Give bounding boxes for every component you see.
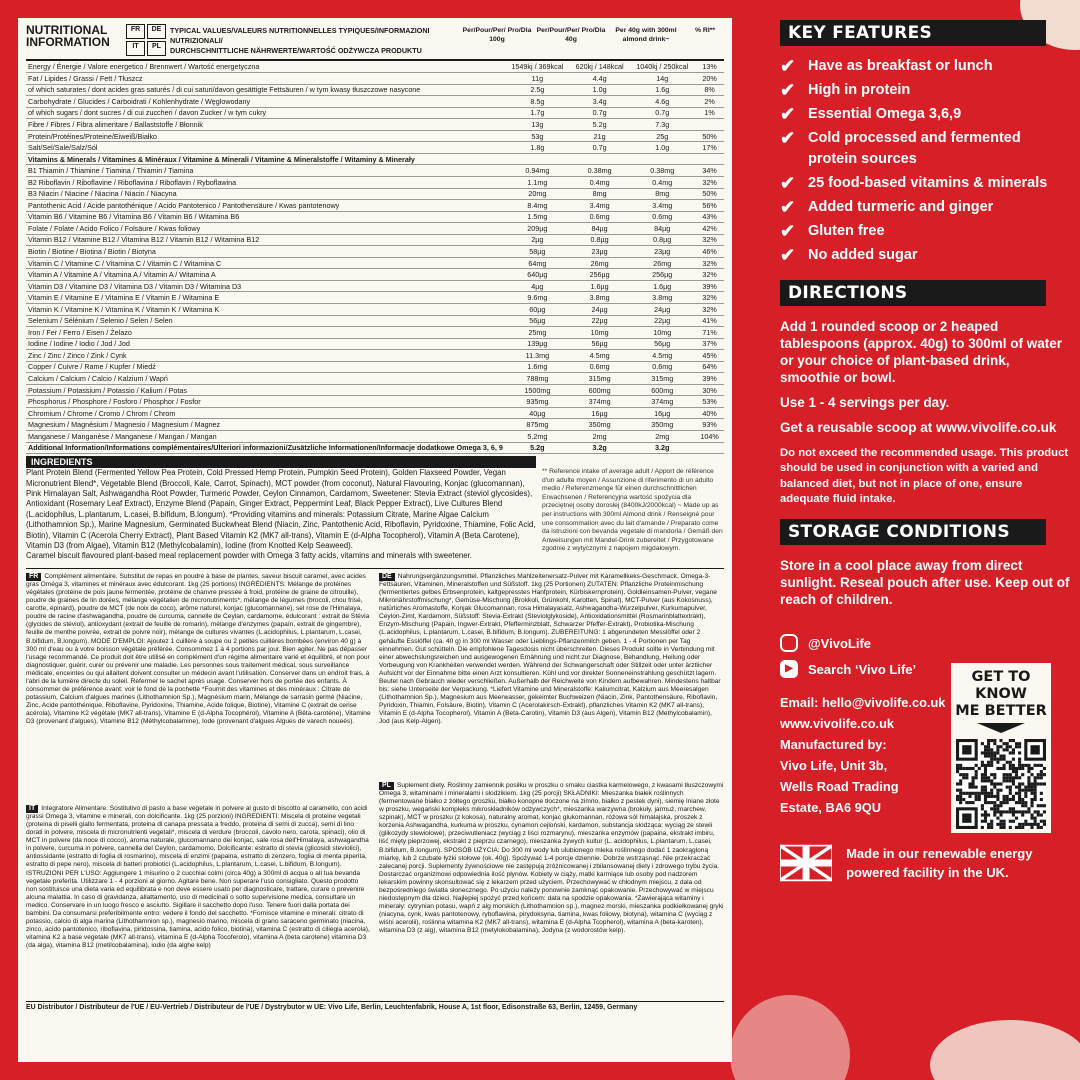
storage-heading: STORAGE CONDITIONS bbox=[780, 519, 1046, 545]
address-line: Estate, BA6 9QU bbox=[780, 800, 881, 816]
col-header-with-drink: Per 40g with 300ml almond drink~ bbox=[615, 27, 677, 43]
nutrition-cell-v2: 0.38mg bbox=[570, 165, 629, 177]
nutrition-cell-v2: 620kj / 148kcal bbox=[570, 61, 629, 73]
german-block bbox=[379, 573, 724, 778]
nutrition-row bbox=[26, 73, 724, 85]
nutrition-row bbox=[26, 350, 724, 362]
nutrition-cell-v1: 25mg bbox=[505, 327, 570, 339]
nutrition-cell-v3: 0.38mg bbox=[629, 165, 695, 177]
nutrition-cell-ri: 41% bbox=[695, 315, 724, 327]
nutrition-cell-v2: 600mg bbox=[570, 384, 629, 396]
nutrition-cell-name: Iron / Fer / Ferro / Eisen / Żelazo bbox=[26, 327, 505, 339]
nutrition-cell-v2: 315mg bbox=[570, 373, 629, 385]
check-icon: ✔ bbox=[780, 56, 796, 76]
nutrition-cell-v1: 0.94mg bbox=[505, 165, 570, 177]
nutrition-cell-ri: 104% bbox=[695, 431, 724, 443]
nutrition-row bbox=[26, 431, 724, 443]
nutrition-cell-ri: 32% bbox=[695, 303, 724, 315]
nutrition-cell-v1: 40µg bbox=[505, 407, 570, 419]
address-line: Wells Road Trading bbox=[780, 779, 899, 795]
nutrition-cell-v2: 26mg bbox=[570, 257, 629, 269]
nutrition-row bbox=[26, 419, 724, 431]
nutrition-cell-v1: 53g bbox=[505, 130, 570, 142]
nutrition-cell-v3: 315mg bbox=[629, 373, 695, 385]
directions-step: Add 1 rounded scoop or 2 heaped tablespoons (approx. 40g) to 300ml of water or your choice of plant-based drink, smoothie or bowl. bbox=[780, 319, 1063, 385]
nutrition-cell-v3: 14g bbox=[629, 73, 695, 85]
nutrition-cell-v2: 3.8mg bbox=[570, 292, 629, 304]
nutrition-cell-name: Copper / Cuivre / Rame / Kupfer / Miedź bbox=[26, 361, 505, 373]
nutrition-cell-v3: 0.8µg bbox=[629, 234, 695, 246]
nutrition-cell-name: Phosphorus / Phosphore / Fosforo / Phosphor / Fosfor bbox=[26, 396, 505, 408]
gtk-line: ME BETTER bbox=[955, 703, 1047, 719]
nutrition-cell-v3: 600mg bbox=[629, 384, 695, 396]
instagram-link[interactable] bbox=[780, 634, 1070, 652]
nutrition-cell-ri: 45% bbox=[695, 350, 724, 362]
nutrition-cell-v2: 0.6mg bbox=[570, 361, 629, 373]
eu-distributor: EU Distributor / Distributeur de l'UE / EU-Vertrieb / Distributeur de l'UE / Dystrybutor w UE: Vivo Life, Berlin, Leuchtenfabrik, House A, 1st floor, Edisonstraße 63, Berlin, 12459, Germany bbox=[26, 1001, 724, 1011]
nutrition-row bbox=[26, 442, 724, 454]
nutrition-cell-v2: 0.6mg bbox=[570, 211, 629, 223]
nutrition-cell-name: Chromium / Chrome / Cromo / Chrom / Chrom bbox=[26, 407, 505, 419]
union-jack-icon bbox=[780, 836, 832, 890]
title-line: INFORMATION bbox=[26, 35, 110, 49]
nutrition-cell-ri: 17% bbox=[695, 142, 724, 154]
nutrition-cell-v2: 21g bbox=[570, 130, 629, 142]
nutrition-cell-v3: 1.0g bbox=[629, 142, 695, 154]
feature-label: Cold processed and fermented protein sources bbox=[808, 130, 1021, 167]
multilingual-left-column bbox=[26, 573, 371, 999]
nutrition-cell-name: Vitamins & Minerals / Vitamines & Minéraux / Vitamine & Minerali / Vitamine & Mineralstoffe / Witaminy & Minerały bbox=[26, 153, 505, 165]
nutrition-cell-v2: 0.4mg bbox=[570, 176, 629, 188]
nutrition-cell-v3 bbox=[629, 153, 695, 165]
feature-item bbox=[780, 245, 1070, 266]
product-description: Caramel biscuit flavoured plant-based meal replacement powder with Omega 3 fatty acids, vitamins and minerals with sweetener. bbox=[26, 551, 472, 561]
nutrition-cell-v3: 3.8mg bbox=[629, 292, 695, 304]
nutrition-cell-v3: 8mg bbox=[629, 188, 695, 200]
nutrition-cell-v1: 20mg bbox=[505, 188, 570, 200]
address-line: Vivo Life, Unit 3b, bbox=[780, 758, 888, 774]
nutrition-cell-v2: 350mg bbox=[570, 419, 629, 431]
flag-fr: FR bbox=[26, 573, 41, 581]
nutrition-cell-ri bbox=[695, 442, 724, 454]
nutrition-cell-v3: 4.5mg bbox=[629, 350, 695, 362]
nutrition-cell-v2: 0.8µg bbox=[570, 234, 629, 246]
subtitle-line: DURCHSCHNITTLICHE NÄHRWERTE/WARTOŚĆ ODŻYWCZA PRODUKTU bbox=[170, 46, 422, 55]
feature-item bbox=[780, 197, 1070, 218]
nutrition-row bbox=[26, 407, 724, 419]
nutrition-cell-name: Iodine / Iodine / Iodio / Jod / Jod bbox=[26, 338, 505, 350]
nutrition-cell-name: Selenium / Sélénium / Selenio / Selen / Selen bbox=[26, 315, 505, 327]
ingredients-section bbox=[26, 468, 724, 562]
nutrition-cell-v1: 139µg bbox=[505, 338, 570, 350]
nutrition-row bbox=[26, 396, 724, 408]
instagram-handle: @VivoLife bbox=[808, 635, 872, 651]
nutrition-row bbox=[26, 384, 724, 396]
feature-item bbox=[780, 80, 1070, 101]
nutrition-row bbox=[26, 211, 724, 223]
nutrition-cell-name: Fibre / Fibres / Fibra alimentare / Ballaststoffe / Błonnik bbox=[26, 119, 505, 131]
check-icon: ✔ bbox=[780, 128, 796, 148]
feature-item bbox=[780, 128, 1070, 170]
nutrition-cell-v1 bbox=[505, 153, 570, 165]
check-icon: ✔ bbox=[780, 197, 796, 217]
polish-text: Suplement diety. Roślinny zamiennik posiłku w proszku o smaku ciastka karmelowego, z kwasami tłuszczowymi Omega 3, witaminami i minerałami i słodzikiem. 1kg (25 porcji) SKŁADNIKI: Mieszanka białek roślinnych (fermentowane białko z żółtego groszku, białko konopne tłoczone na zimno, białko z pestek dyni), siemię lniane złote w proszku, wegański kompleks mikroskładników odżywczych*, mieszanka warzywna (brokuły, jarmuż, marchew, szpinak), MCT w proszku (z kokosa), naturalny aromat, konjac glukomannan, różowa sól himalajska, proszek z korzenia Ashwagandha, kurkuma w proszku, cynamon cejloński, kardamon, substancja słodząca: wyciąg ze stewii (glikozydy stewiolowe), przeciwutleniacz (wyciąg z liści rozmarynu), mieszanka enzymów (papaina, ekstrakt imbiru, liść mięty pieprzowej, ekstrakt z pieprzu czarnego), mieszanka żywych kultur (L. acidophilus, L.plantarum, L.casei, B.bifidum, B.longum). SPOSÓB UŻYCIA: Do 300 ml wody lub ulubionego mleka roślinnego dodać 1 zaokrągloną miarkę, lub 2 czubate łyżki stołowe (ok. 40g). Spożywać 1-4 porcje dziennie. Dobrze wstrząsnąć. Nie przekraczać zalecanej porcji. Suplementy żywnościowe nie zastępują zróżnicowanej i zbilansowanej diety i zdrowego trybu życia. Dostarczać organizmowi odpowiednia ilość płynów. Kobiety w ciąży, matki karmiące lub osoby pod nadzorem lekarskim powinny skonsultować się z lekarzem przed użyciem. Przechowywać w chłodnym miejscu, z dala od bezpośredniego światła słonecznego. Po użyciu należy ponownie zamknąć opakowanie. Przechowywać w miejscu niedostępnym dla dzieci. Najlepiej spożyć przed końcem: data na spodzie opakowania. *Zawierająca witaminy i minerały: cytrynian potasu, wapń z alg morskich (Lithothamnion sp.), magnez morski, mieszanka podkiełkowanej gryki (niacyna, cynk, kwas pantotenowy, ryboflawina, pirydoksyna, tiamina, kwas foliowy, biotyna), witamina C (wyciąg z wiśni acerolii), roślinna witamina K2 (MK7 all-trans), witamina E (d-Alpha Tcopherol), witamina A (beta-karoten), witamina D3 (z alg), witamina B12 (metylokobalamina), Jodyna (z wodorostów kelp). bbox=[379, 781, 724, 935]
nutrition-cell-v2: 374mg bbox=[570, 396, 629, 408]
nutrition-cell-ri: 42% bbox=[695, 223, 724, 235]
nutrition-cell-ri: 53% bbox=[695, 396, 724, 408]
nutrition-cell-v2: 3.2g bbox=[570, 442, 629, 454]
title-line: NUTRITIONAL bbox=[26, 23, 108, 37]
nutrition-cell-v3: 350mg bbox=[629, 419, 695, 431]
website-link[interactable]: www.vivolife.co.uk bbox=[780, 716, 895, 732]
nutrition-cell-name: Manganese / Manganèse / Manganese / Mangan / Mangan bbox=[26, 431, 505, 443]
check-icon: ✔ bbox=[780, 80, 796, 100]
flag-pl: PL bbox=[379, 782, 394, 790]
french-block bbox=[26, 573, 371, 801]
nutrition-cell-v3: 2mg bbox=[629, 431, 695, 443]
nutrition-cell-v3: 0.6mg bbox=[629, 361, 695, 373]
nutrition-cell-ri: 46% bbox=[695, 246, 724, 258]
nutrition-row bbox=[26, 200, 724, 212]
nutrition-cell-v1: 8.5g bbox=[505, 96, 570, 108]
nutrition-cell-v2: 3.4mg bbox=[570, 200, 629, 212]
nutrition-cell-ri bbox=[695, 119, 724, 131]
nutrition-cell-ri: 20% bbox=[695, 73, 724, 85]
nutrition-subtitle bbox=[170, 24, 458, 56]
nutrition-cell-v3: 22µg bbox=[629, 315, 695, 327]
feature-label: No added sugar bbox=[808, 247, 918, 263]
nutrition-cell-ri: 37% bbox=[695, 338, 724, 350]
nutrition-row bbox=[26, 223, 724, 235]
nutrition-cell-ri: 13% bbox=[695, 61, 724, 73]
nutrition-cell-name: B3 Niacin / Niacine / Niacina / Niacin / Niacyna bbox=[26, 188, 505, 200]
nutrition-cell-v3: 16µg bbox=[629, 407, 695, 419]
nutrition-row bbox=[26, 130, 724, 142]
nutrition-cell-v2: 3.4g bbox=[570, 96, 629, 108]
nutrition-cell-v3: 10mg bbox=[629, 327, 695, 339]
nutrition-cell-v2: 22µg bbox=[570, 315, 629, 327]
nutrition-cell-name: Vitamin A / Vitamine A / Vitamina A / Vitamin A / Witamina A bbox=[26, 269, 505, 281]
feature-item bbox=[780, 173, 1070, 194]
nutrition-cell-name: Pantothenic Acid / Acide pantothénique / Acido Pantotenico / Pantothensäure / Kwas pantotenowy bbox=[26, 200, 505, 212]
nutrition-cell-ri: 32% bbox=[695, 269, 724, 281]
nutrition-cell-v1: 1.6mg bbox=[505, 361, 570, 373]
nutrition-cell-ri: 32% bbox=[695, 234, 724, 246]
gtk-line: GET TO KNOW bbox=[971, 669, 1031, 702]
directions-servings: Use 1 - 4 servings per day. bbox=[780, 395, 950, 410]
nutrition-row bbox=[26, 188, 724, 200]
nutrition-cell-v2: 16µg bbox=[570, 407, 629, 419]
nutrition-row bbox=[26, 280, 724, 292]
col-header-40g: Per/Pour/Per/ Pro/Dla 40g bbox=[536, 27, 606, 43]
email-link[interactable]: Email: hello@vivolife.co.uk bbox=[780, 695, 946, 711]
feature-label: High in protein bbox=[808, 82, 911, 98]
youtube-search: Search ‘Vivo Life’ bbox=[808, 661, 917, 677]
youtube-icon: ▶ bbox=[780, 660, 798, 678]
feature-label: Have as breakfast or lunch bbox=[808, 58, 993, 74]
nutrition-row bbox=[26, 246, 724, 258]
ingredients-heading: INGREDIENTS bbox=[26, 456, 536, 468]
nutrition-row bbox=[26, 373, 724, 385]
flag-de: DE bbox=[147, 24, 166, 39]
nutrition-cell-v3: 0.7g bbox=[629, 107, 695, 119]
nutrition-cell-v3: 1.6µg bbox=[629, 280, 695, 292]
nutrition-cell-name: Salt/Sel/Sale/Salz/Sól bbox=[26, 142, 505, 154]
nutrition-cell-name: B2 Riboflavin / Riboflavine / Riboflavina / Riboflavin / Ryboflawina bbox=[26, 176, 505, 188]
nutrition-header bbox=[26, 24, 724, 61]
nutrition-row bbox=[26, 361, 724, 373]
feature-label: 25 food-based vitamins & minerals bbox=[808, 175, 1048, 191]
nutrition-cell-ri: 34% bbox=[695, 165, 724, 177]
nutrition-cell-name: Vitamin E / Vitamine E / Vitamina E / Vitamin E / Witamina E bbox=[26, 292, 505, 304]
nutrition-cell-v1: 640µg bbox=[505, 269, 570, 281]
nutrition-title bbox=[26, 24, 126, 56]
nutrition-cell-ri: 30% bbox=[695, 384, 724, 396]
nutrition-row bbox=[26, 257, 724, 269]
nutrition-cell-v1: 11g bbox=[505, 73, 570, 85]
nutrition-cell-ri: 64% bbox=[695, 361, 724, 373]
multilingual-right-column bbox=[379, 573, 724, 999]
nutrition-cell-ri: 32% bbox=[695, 176, 724, 188]
nutrition-cell-v1: 1549kj / 369kcal bbox=[505, 61, 570, 73]
language-flags bbox=[126, 24, 166, 56]
nutrition-cell-name: Vitamin K / Vitamine K / Vitamina K / Vitamin K / Witamina K bbox=[26, 303, 505, 315]
nutrition-cell-v2 bbox=[570, 153, 629, 165]
directions-body bbox=[780, 318, 1070, 507]
nutrition-cell-v3: 25g bbox=[629, 130, 695, 142]
feature-label: Essential Omega 3,6,9 bbox=[808, 106, 962, 122]
nutrition-cell-v3: 256µg bbox=[629, 269, 695, 281]
italian-text: Integratore Alimentare. Sostitutivo di pasto a base vegetale in polvere al gusto di biscotto al caramello, con acidi grassi Omega 3, vitamine e minerali, con dolcificante. 1kg (25 porzioni) INGREDIENTI: Miscela di proteine vegetali (proteina di piselli giallo fermentata, proteina di canapa pressata a freddo, proteina di semi di zucca), semi di lino dorati in polvere, miscela di micronutrienti vegetali*, miscela di verdure (broccoli, cavolo nero, carota, spinaci), olio di MCT in polvere (da noce di cocco), aroma naturale, glucomannano dei konjac, sale rosa dell'Himalaya, ashwagandha in polvere, curcuma in polvere, cannella del Ceylon, cardamomo, Dolcificante: estratto di stevia (glicosidi steviolici), antiossidante (estratto di foglia di rosmarino), miscela di enzimi (papaina, estratto di zenzero, foglia di menta piperita, estratto di pepe nero), miscela di batteri probiotici (L.acidophilus, L.plantarum, L.casei, L.bifidum, B.longum). ISTRUZIONI PER L'USO: Aggiungere 1 misurino o 2 cucchiai colmi (circa 40g) a 300ml di acqua o all tua bevanda vegetale preferita. Utilizzare 1 - 4 porzioni al giorno. Agitare bene. Non superare l'uso consigliato. Questo prodotto non sostituisce una dieta varia ed equilibrata e non deve essere usato per diagnosticare, trattare, curare o prevenire alcuna malattia. In caso di gravidanza, allattamento, uso di medicinali o sotto supervisione medica, consultare un medico. Conservare in un luogo fresco e asciutto. Sigillare il sacchetto dopo l'uso. Tenere fuori dalla portata dei bambini. Da consumarsi preferibilmente entro: vedere il fondo del sacchetto. *Fornisce vitamine e minerali: citrato di potassio, calcio di alga marina (Lithothamnion sp.), magnesio marino, miscela di grano saraceno germinato (niacina, zinco, acido pantotenico, riboflavina, piridossina, tiamina, acido folico, biotina), vitamina C (estratto di ciliegia acerola), vitamina K2 a base vegetale (MK7 all-trans), vitamina E (d-Alpha Tocoferolo), vitamina A (beta carotene) vitamina D3 (da alga), vitamina B12 (metilcobalamina), iodio (da alghe kelp) bbox=[26, 804, 370, 950]
nutrition-row bbox=[26, 153, 724, 165]
nutrition-cell-ri: 93% bbox=[695, 419, 724, 431]
nutrition-cell-v1: 5.2mg bbox=[505, 431, 570, 443]
nutrition-cell-ri: 39% bbox=[695, 373, 724, 385]
nutrition-cell-v2: 256µg bbox=[570, 269, 629, 281]
nutrition-cell-name: Folate / Folate / Acido Folico / Folsäure / Kwas foliowy bbox=[26, 223, 505, 235]
nutrition-cell-v1: 56µg bbox=[505, 315, 570, 327]
nutrition-cell-v2: 10mg bbox=[570, 327, 629, 339]
directions-warning: Do not exceed the recommended usage. This product should be used in conjunction with a varied and balanced diet, but not in place of one, ensure adequate fluid intake. bbox=[780, 447, 1069, 505]
reference-intake-note: ** Reference intake of average adult / Apport de référence d'un adulte moyen / Assunzione di riferimento di un adulto medio / Referenzmenge für einen durchschnittlichen Erwachsenen / Referencyjna wartość spożycia dla przeciętnej osoby dorosłej (8400kJ/2000kcal) ~ Made up as per instructions with 300ml Almond drink / Renseigné pour une consommation avec du lait d'amande / Preparato come da istruzioni con bevanda vegetale di mandorla / Gemäß den Anweisungen mit Mandel-Drink zubereitet / Przygotowane zgodnie z wytycznymi z napojem migdałowym. bbox=[542, 468, 723, 553]
nutrition-cell-v3: 0.6mg bbox=[629, 211, 695, 223]
directions-scoop: Get a reusable scoop at www.vivolife.co.uk bbox=[780, 420, 1057, 435]
nutrition-cell-v2: 8mg bbox=[570, 188, 629, 200]
get-to-know-qr-card[interactable] bbox=[951, 663, 1051, 833]
nutrition-cell-name: Carbohydrate / Glucides / Carboidrati / Kohlenhydrate / Węglowodany bbox=[26, 96, 505, 108]
nutrition-cell-v2: 0.7g bbox=[570, 142, 629, 154]
nutrition-cell-v2: 4.5mg bbox=[570, 350, 629, 362]
nutrition-cell-name: Magnesium / Magnésium / Magnesio / Magnesium / Magnez bbox=[26, 419, 505, 431]
nutrition-cell-ri: 56% bbox=[695, 200, 724, 212]
feature-item bbox=[780, 221, 1070, 242]
nutrition-cell-v1: 9.6mg bbox=[505, 292, 570, 304]
nutrition-cell-ri: 39% bbox=[695, 280, 724, 292]
nutrition-cell-ri: 2% bbox=[695, 96, 724, 108]
nutrition-row bbox=[26, 107, 724, 119]
nutrition-cell-name: Fat / Lipides / Grassi / Fett / Tłuszcz bbox=[26, 73, 505, 85]
nutrition-cell-name: Vitamin B6 / Vitamine B6 / Vitamina B6 / Vitamin B6 / Witamina B6 bbox=[26, 211, 505, 223]
nutrition-cell-v2: 24µg bbox=[570, 303, 629, 315]
nutrition-cell-name: Protein/Protéines/Proteine/Eiweiß/Białko bbox=[26, 130, 505, 142]
nutrition-cell-name: Biotin / Biotine / Biotina / Biotin / Biotyna bbox=[26, 246, 505, 258]
nutrition-cell-v3: 84µg bbox=[629, 223, 695, 235]
nutrition-row bbox=[26, 176, 724, 188]
flag-it: IT bbox=[26, 805, 38, 813]
nutrition-cell-v3: 1.6g bbox=[629, 84, 695, 96]
background-swirl bbox=[930, 1020, 1080, 1080]
down-arrow-icon bbox=[977, 723, 1025, 733]
nutrition-cell-v2: 2mg bbox=[570, 431, 629, 443]
nutrition-row bbox=[26, 315, 724, 327]
ingredients-text bbox=[26, 468, 536, 562]
multilingual-section bbox=[26, 568, 724, 999]
nutrition-row bbox=[26, 269, 724, 281]
key-features-heading: KEY FEATURES bbox=[780, 20, 1046, 46]
nutrition-cell-v2: 4.4g bbox=[570, 73, 629, 85]
flag-pl: PL bbox=[147, 41, 166, 56]
feature-label: Added turmeric and ginger bbox=[808, 199, 994, 215]
nutrition-row bbox=[26, 165, 724, 177]
nutrition-cell-v1: 60µg bbox=[505, 303, 570, 315]
nutrition-cell-v1: 1.5mg bbox=[505, 211, 570, 223]
nutrition-cell-v1: 2.5g bbox=[505, 84, 570, 96]
nutrition-cell-v1: 13g bbox=[505, 119, 570, 131]
nutrition-row bbox=[26, 234, 724, 246]
nutrition-cell-v3: 0.4mg bbox=[629, 176, 695, 188]
nutrition-row bbox=[26, 119, 724, 131]
feature-item bbox=[780, 104, 1070, 125]
nutrition-cell-name: Energy / Énergie / Valore energetico / Brennwert / Wartość energetyczna bbox=[26, 61, 505, 73]
nutrition-cell-v1: 1500mg bbox=[505, 384, 570, 396]
nutrition-cell-v1: 1.8g bbox=[505, 142, 570, 154]
nutrition-cell-v3: 23µg bbox=[629, 246, 695, 258]
nutrition-row bbox=[26, 327, 724, 339]
made-in-uk bbox=[780, 836, 1070, 890]
nutrition-row bbox=[26, 292, 724, 304]
nutrition-cell-v1: 875mg bbox=[505, 419, 570, 431]
flag-it: IT bbox=[126, 41, 145, 56]
nutrition-cell-v1: 209µg bbox=[505, 223, 570, 235]
nutrition-cell-v3: 374mg bbox=[629, 396, 695, 408]
col-header-100g: Per/Pour/Per/ Pro/Dla 100g bbox=[462, 27, 532, 43]
nutrition-cell-ri: 50% bbox=[695, 188, 724, 200]
polish-block bbox=[379, 782, 724, 995]
nutrition-cell-ri: 50% bbox=[695, 130, 724, 142]
nutrition-cell-v1: 5.2g bbox=[505, 442, 570, 454]
nutrition-cell-name: Potassium / Potassium / Potassio / Kalium / Potas bbox=[26, 384, 505, 396]
nutrition-cell-v3: 4.6g bbox=[629, 96, 695, 108]
label-panel bbox=[18, 18, 732, 1062]
nutrition-cell-v1: 788mg bbox=[505, 373, 570, 385]
nutrition-row bbox=[26, 303, 724, 315]
flag-de: DE bbox=[379, 573, 395, 581]
nutrition-cell-ri: 32% bbox=[695, 292, 724, 304]
nutrition-cell-v3: 3.2g bbox=[629, 442, 695, 454]
nutrition-row bbox=[26, 84, 724, 96]
nutrition-cell-name: of which saturates / dont acides gras saturés / di cui saturi/davon gesättigte Fettsäuren / w tym kwasy tłuszczowe nasycone bbox=[26, 84, 505, 96]
nutrition-table bbox=[26, 61, 724, 454]
nutrition-cell-v3: 56µg bbox=[629, 338, 695, 350]
nutrition-cell-v3: 7.3g bbox=[629, 119, 695, 131]
nutrition-cell-v3: 24µg bbox=[629, 303, 695, 315]
nutrition-cell-ri: 1% bbox=[695, 107, 724, 119]
nutrition-cell-name: Vitamin D3 / Vitamine D3 / Vitamina D3 / Vitamin D3 / Witamina D3 bbox=[26, 280, 505, 292]
nutrition-cell-v1: 8.4mg bbox=[505, 200, 570, 212]
nutrition-cell-name: of which sugars / dont sucres / di cui zuccheri / davon Zucker / w tym cukry bbox=[26, 107, 505, 119]
col-header-ri: % RI** bbox=[694, 27, 716, 34]
flag-fr: FR bbox=[126, 24, 145, 39]
background-swirl bbox=[730, 995, 850, 1080]
nutrition-cell-name: Additional Information/Informations complémentaires/Ulteriori informazioni/Zusätzliche Informationen/Informacje dodatkowe Omega 3, 6, 9 bbox=[28, 443, 503, 453]
feature-item bbox=[780, 56, 1070, 77]
nutrition-cell-v3: 3.4mg bbox=[629, 200, 695, 212]
italian-block bbox=[26, 805, 371, 995]
directions-heading: DIRECTIONS bbox=[780, 280, 1046, 306]
nutrition-cell-v2: 84µg bbox=[570, 223, 629, 235]
check-icon: ✔ bbox=[780, 221, 796, 241]
nutrition-cell-ri: 40% bbox=[695, 407, 724, 419]
nutrition-cell-v2: 1.6µg bbox=[570, 280, 629, 292]
nutrition-cell-v2: 1.0g bbox=[570, 84, 629, 96]
nutrition-cell-ri: 71% bbox=[695, 327, 724, 339]
nutrition-cell-ri bbox=[695, 153, 724, 165]
nutrition-cell-name: Vitamin B12 / Vitamine B12 / Vitamina B12 / Vitamin B12 / Witamina B12 bbox=[26, 234, 505, 246]
ingredients-body: Plant Protein Blend (Fermented Yellow Pea Protein, Cold Pressed Hemp Protein, Pumpkin Seed Protein), Golden Flaxseed Powder, Vegan Micronutrient Blend*, Vegetable Blend (Broccoli, Kale, Carrot, Spinach), MCT powder (from coconut), Natural Flavouring, Konjac (glucomannan), Pink Himalayan Salt, Ashwagandha Root Powder, Turmeric Powder, Ceylon Cinnamon, Cardamom, Sweetener: Stevia Extract (steviol glycosides), Antioxidant (Rosemary Leaf Extract), Enzyme Blend (Papain, Ginger Extract, Peppermint Leaf, Black Pepper Extract), Live Cultures Blend (L.acidophilus, L.plantarum, L.casei, B.bifidum, B.longum). *Providing vitamins and minerals: Potassium Citrate, Marine Algae Calcium (Lithothamnion Sp.), Marine Magnesium, Germinated Buckwheat Blend (Niacin, Zinc, Pantothenic Acid, Riboflavin, Pyridoxine, Thiamine, Folic Acid, Biotin), Vitamin C (Acerola Cherry Extract), Plant Based Vitamin K2 (MK7 all-trans), Vitamin E (d-Alpha Tocopherol), Vitamin A (Beta Carotene), Vitamin D3 (from Algae), Vitamin B12 (Methylcobalamin), Iodine (from Knotted Kelp Seaweed). bbox=[26, 468, 536, 550]
storage-text: Store in a cool place away from direct sunlight. Reseal pouch after use. Keep out of reach of children. bbox=[780, 558, 1070, 608]
nutrition-cell-name: Vitamin C / Vitamine C / Vitamina C / Vitamin C / Witamina C bbox=[26, 257, 505, 269]
nutrition-cell-name: B1 Thiamin / Thiamine / Tiamina / Thiamin / Tiamina bbox=[26, 165, 505, 177]
nutrition-cell-v2: 0.7g bbox=[570, 107, 629, 119]
nutrition-cell-v1: 64mg bbox=[505, 257, 570, 269]
nutrition-cell-v1: 58µg bbox=[505, 246, 570, 258]
nutrition-cell-ri: 32% bbox=[695, 257, 724, 269]
manufactured-label: Manufactured by: bbox=[780, 737, 887, 753]
feature-label: Gluten free bbox=[808, 223, 885, 239]
german-text: Nahrungsergänzungsmittel. Pflanzliches Mahlzeitenersatz-Pulver mit Karamellkeks-Geschmack, Omega-3-Fettsäuren, Vitaminen, Mineralstoffen und Süßstoff. 1kg (25 Portionen) ZUTATEN: Pflanzliche Proteinmischung (fermentiertes gelbes Erbsenprotein, kaltgepresstes Hanfprotein, Kürbiskernprotein), Goldleinsamen-Pulver, vegane Mikronährstoffmischung*, Gemüse-Mischung (Brokkoli, Grünkohl, Karotten, Spinat), MCT-Pulver (aus Kokosnuss), natürliches Aromastoffe, Konjak Glucomannan, rosa Himalayasalz, Ashwagandha-Wurzelpulver, Kurkumapulver, Ceylon-Zimt, Kardamom, Süßstoff: Stevia-Extrakt (Steviolglykoside), Antioxidationsmittel (Rosmarinblattextrakt), Enzym-Mischung (Papain, Ingwer-Extrakt, Pfefferminzblatt, Schwarzer Pfeffer-Extrakt), Probiotika-Mischung (L.acidophilus, L.plantarum, L.casei, B.bifidum, B.longum). ZUBEREITUNG: 1 abgerundeten Messlöffel oder 2 gehäufte Esslöffel (ca. 40 g) in 300 ml Wasser oder Lieblings-Pflanzenmilch geben. 1 - 4 Portionen per Tag einnehmen. Gut schütteln. Die empfohlene Tagesdosis nicht überschreiten. Dieses Produkt sollte in Verbindung mit einer abwechslungsreichen und ausgewogenen Ernährung und nicht zur Diagnose, Behandlung, Heilung oder Vorbeugung von Krankheiten verwendet werden. Während der Schwangerschaft oder Stillzeit oder unter ärztlicher Aufsicht vor der Einnahme bitte einen Arzt konsultieren. Kühl und vor direkter Sonneneinstrahlung geschützt lagern. Beutel nach Gebrauch wieder verschließen. Außerhalb der Reichweite von Kindern aufbewahren. Mindestens haltbar bis: siehe Unterseite der Verpackung. *Liefert Vitamine und Mineralstoffe: Kaliumcitrat, Kalzium aus Meeresalgen (Lithothamnion Sp.), Magnesium aus Meerwasser, gekeimter Buchweizen (Niacin, Zink, Pantothensäure, Riboflavin, Pyridoxin, Thiamin, Folsäure, Biotin), Vitamin C (Acerolakirsch-Extrakt), pflanzliches Vitamin K2 (MK7 all-trans), Vitamin E (d-Alpha Tocopherol), Vitamin A (Beta-Carotin), Vitamin D3 (aus Algen), Vitamin B12 (Methylcobalamin), Jod (aus Kelp-Algen). bbox=[379, 572, 721, 726]
nutrition-row bbox=[26, 61, 724, 73]
made-in-uk-text: Made in our renewable energy powered facility in the UK. bbox=[846, 846, 1033, 881]
nutrition-cell-v2: 23µg bbox=[570, 246, 629, 258]
nutrition-cell-v3: 1040kj / 250kcal bbox=[629, 61, 695, 73]
nutrition-cell-v1: 4µg bbox=[505, 280, 570, 292]
qr-code[interactable] bbox=[956, 739, 1046, 829]
check-icon: ✔ bbox=[780, 104, 796, 124]
check-icon: ✔ bbox=[780, 245, 796, 265]
nutrition-cell-v1: 935mg bbox=[505, 396, 570, 408]
nutrition-cell-v3: 26mg bbox=[629, 257, 695, 269]
nutrition-cell-v1: 2µg bbox=[505, 234, 570, 246]
subtitle-line: TYPICAL VALUES/VALEURS NUTRITIONNELLES TYPIQUES/INFORMAZIONI NUTRIZIONALI/ bbox=[170, 26, 430, 45]
check-icon: ✔ bbox=[780, 173, 796, 193]
nutrition-cell-v1: 11.3mg bbox=[505, 350, 570, 362]
instagram-icon bbox=[780, 634, 798, 652]
nutrition-cell-ri: 43% bbox=[695, 211, 724, 223]
nutrition-cell-name: Calcium / Calcium / Calcio / Kalzium / Wapń bbox=[26, 373, 505, 385]
nutrition-cell-ri: 8% bbox=[695, 84, 724, 96]
nutrition-cell-v2: 5.2g bbox=[570, 119, 629, 131]
nutrition-cell-v1: 1.1mg bbox=[505, 176, 570, 188]
nutrition-row bbox=[26, 142, 724, 154]
nutrition-cell-v1: 1.7g bbox=[505, 107, 570, 119]
french-text: Complément alimentaire. Substitut de repas en poudre à base de plantes, saveur biscuit caramel, avec acides gras Oméga 3, vitamines et minéraux avec édulcorant. 1kg (25 portions) INGRÉDIENTS: Mélange de protéines végétales (protéine de pois jaune fermentée, protéine de chanvre pressée à froid, protéine de graine de citrouille), poudre de graines de lin dorées, mélange végétalien de micronutriments*, mélange de légumes (brocoli, chou frisé, carotte, épinard), poudre de MCT (de noix de coco), arôme naturel, konjac (glucomannane), sel rose de l'Himalaya, poudre de racine d'ashwagandha, poudre de curcuma, cannelle de Ceylan, cardamome, édulcorant : extrait de Stévia (glycides de stéviol), antioxydant (extrait de feuille de romarin), mélange d'enzymes (papaïn, extrait de gingembre), feuille de menthe poivrée, extrait de poivre noir), mélange de cultures vivantes (L.acidophilus, L.plantarum, L.casei, B.bifidum, B.longum). MODE D'EMPLOI: Ajoutez 1 cuillère à soupe ou 2 petites cuillères bombées (environ 40 g) à 300 ml d'eau ou à votre boisson végétale préférée. Consommez 1 à 4 portions par jour. Bien agiter. Ne pas dépasser l'usage recommandé. Ce produit doit être utilisé en complément d'un régime alimentaire varié et équilibré, et non pour diagnostiquer, guérir, curer ou prévenir une maladie. Les personnes sous traitement médical, sous surveillance médicale, enceintes ou qui allaitent doivent consulter un médecin avant l'utilisation. Conserver dans un endroit frais, à l'abri de la lumière directe du soleil. Refermer le sachet après usage. Conserver hors de portée des enfants. À consommer de préférence avant: voir le fond de la pochette *Fournit des vitamines et des minéraux : Citrate de potassium, Calcium d'algues marines (Lithothamnion Sp.), Magnésium marin, Mélange de sarrasin germé (Niacine, Zinc, Acide pantothénique, Riboflavine, Pyridoxine, Thiamine, Acide folique, Biotine), Vitamine C (extrait de cerise acérola), Vitamine K2 végétale (MK7 all-trans), Vitamine E (d-Alpha Tocophérol), Vitamine A (Bêta-carotène), Vitamine D3 (provenant d'algues), Vitamine B12 (Méthylcobalamine), Iode (provenant d'algues Algues de varech noueés). bbox=[26, 572, 371, 726]
nutrition-row bbox=[26, 338, 724, 350]
key-features-list bbox=[780, 56, 1070, 266]
nutrition-cell-v2: 56µg bbox=[570, 338, 629, 350]
nutrition-row bbox=[26, 96, 724, 108]
nutrition-cell-name: Zinc / Zinc / Zinco / Zink / Cynk bbox=[26, 350, 505, 362]
